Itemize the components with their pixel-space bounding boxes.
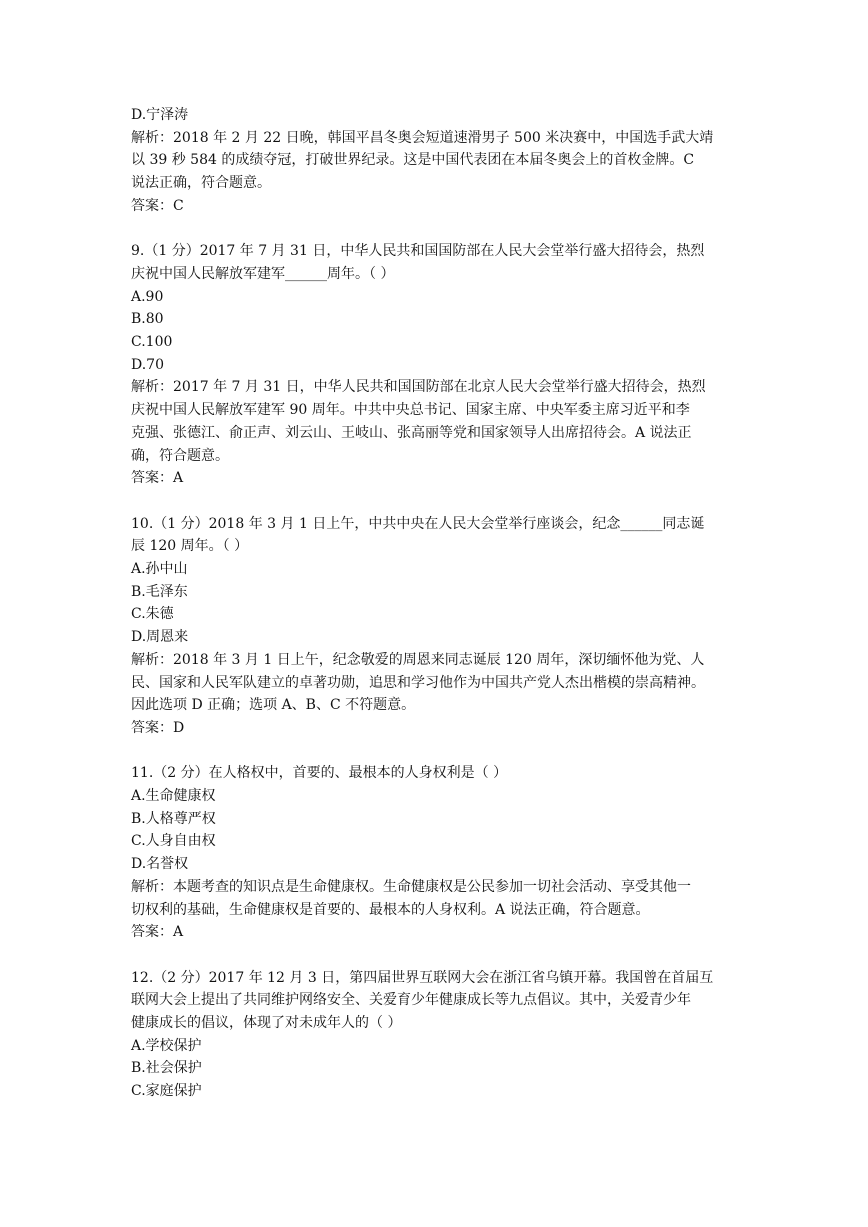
text-line: 联网大会上提出了共同维护网络安全、关爱育少年健康成长等九点倡议。其中，关爱青少年 bbox=[131, 992, 691, 1009]
text-line: C.人身自由权 bbox=[131, 833, 216, 850]
text-line: 10.（1 分）2018 年 3 月 1 日上午，中共中央在人民大会堂举行座谈会，纪念______同志诞 bbox=[131, 515, 705, 532]
text-line: B.毛泽东 bbox=[131, 583, 188, 600]
text-line: 12.（2 分）2017 年 12 月 3 日，第四届世界互联网大会在浙江省乌镇开幕。我国曾在首届互 bbox=[131, 969, 714, 986]
text-line: A.学校保护 bbox=[131, 1037, 202, 1054]
text-line: C.100 bbox=[131, 334, 173, 351]
text-line: 辰 120 周年。（ ） bbox=[131, 538, 249, 555]
text-line: A.孙中山 bbox=[131, 561, 188, 578]
text-line: B.80 bbox=[131, 311, 164, 328]
text-line: 以 39 秒 584 的成绩夺冠，打破世界纪录。这是中国代表团在本届冬奥会上的首枚金牌。C bbox=[131, 152, 695, 169]
text-line: 解析：2018 年 2 月 22 日晚，韩国平昌冬奥会短道速滑男子 500 米决赛中，中国选手武大靖 bbox=[131, 129, 714, 146]
document-body bbox=[131, 104, 771, 1103]
text-line: 9.（1 分）2017 年 7 月 31 日，中华人民共和国国防部在人民大会堂举行盛大招待会，热烈 bbox=[131, 243, 705, 260]
text-line: 答案：A bbox=[131, 470, 184, 487]
text-line: 确，符合题意。 bbox=[131, 447, 229, 464]
text-line: 说法正确，符合题意。 bbox=[131, 175, 271, 192]
text-line: 答案：A bbox=[131, 924, 184, 941]
text-line: 解析：2018 年 3 月 1 日上午，纪念敬爱的周恩来同志诞辰 120 周年，深切缅怀他为党、人 bbox=[131, 651, 705, 668]
paragraph-gap bbox=[131, 944, 771, 967]
text-line: B.人格尊严权 bbox=[131, 810, 216, 827]
text-line: D.名誉权 bbox=[131, 856, 189, 873]
text-line: B.社会保护 bbox=[131, 1060, 202, 1077]
text-line: 因此选项 D 正确；选项 A、B、C 不符题意。 bbox=[131, 697, 416, 714]
text-line: 答案：C bbox=[131, 197, 184, 214]
paragraph-gap bbox=[131, 218, 771, 241]
text-line: 庆祝中国人民解放军建军 90 周年。中共中央总书记、国家主席、中央军委主席习近平和李 bbox=[131, 402, 690, 419]
text-line: 庆祝中国人民解放军建军______周年。（ ） bbox=[131, 265, 395, 282]
text-line: C.家庭保护 bbox=[131, 1083, 202, 1100]
text-line: 解析：2017 年 7 月 31 日，中华人民共和国国防部在北京人民大会堂举行盛大招待会，热烈 bbox=[131, 379, 706, 396]
text-line: 解析：本题考查的知识点是生命健康权。生命健康权是公民参加一切社会活动、享受其他一 bbox=[131, 878, 691, 895]
text-line: 11.（2 分）在人格权中，首要的、最根本的人身权利是（ ） bbox=[131, 765, 508, 782]
text-line: C.朱德 bbox=[131, 606, 174, 623]
text-line: 克强、张德江、俞正声、刘云山、王岐山、张高丽等党和国家领导人出席招待会。A 说法正 bbox=[131, 424, 692, 441]
text-line: 切权利的基础，生命健康权是首要的、最根本的人身权利。A 说法正确，符合题意。 bbox=[131, 901, 650, 918]
text-line: D.70 bbox=[131, 356, 164, 373]
paragraph-gap bbox=[131, 740, 771, 763]
text-line: 健康成长的倡议，体现了对未成年人的（ ） bbox=[131, 1015, 402, 1032]
text-line: A.生命健康权 bbox=[131, 788, 216, 805]
text-line: D.周恩来 bbox=[131, 629, 189, 646]
paragraph-gap bbox=[131, 490, 771, 513]
text-line: A.90 bbox=[131, 288, 164, 305]
text-line: 答案：D bbox=[131, 719, 185, 736]
text-line: 民、国家和人民军队建立的卓著功勋，追思和学习他作为中国共产党人杰出楷模的崇高精神。 bbox=[131, 674, 705, 691]
text-line: D.宁泽涛 bbox=[131, 107, 189, 123]
